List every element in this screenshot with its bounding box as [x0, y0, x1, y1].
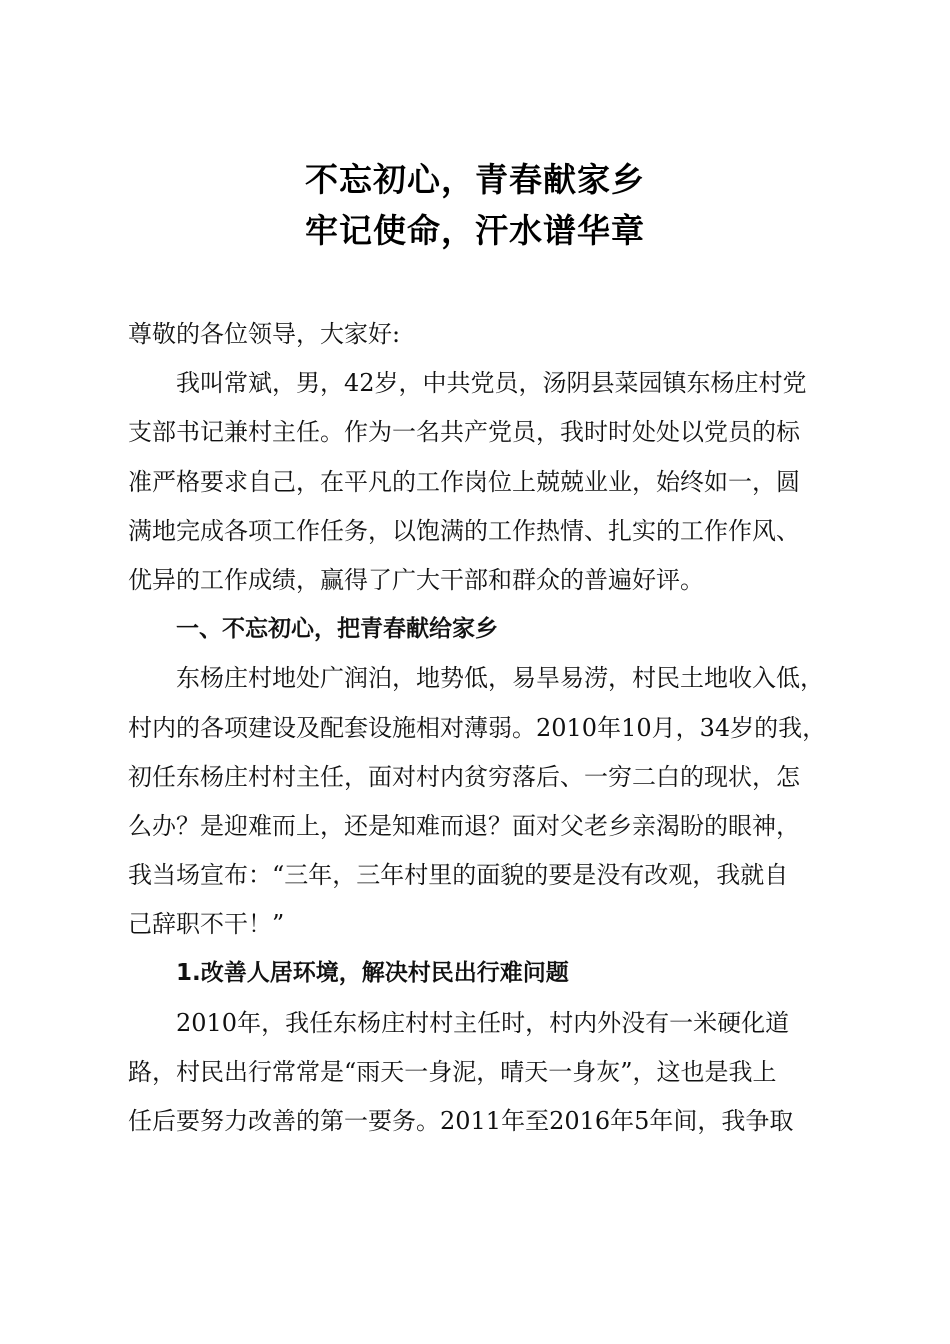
paragraph-line: 2010年，我任东杨庄村村主任时，村内外没有一米硬化道	[176, 1008, 790, 1037]
paragraph-line: 己辞职不干！”	[128, 910, 285, 939]
subsection-heading: 1.改善人居环境，解决村民出行难问题	[176, 960, 569, 987]
document-title-line-1: 不忘初心，青春献家乡	[305, 160, 645, 199]
document-title-line-2: 牢记使命，汗水谱华章	[305, 211, 645, 250]
paragraph-line: 东杨庄村地处广润泊，地势低，易旱易涝，村民土地收入低，	[176, 664, 824, 693]
paragraph-line: 准严格要求自己，在平凡的工作岗位上兢兢业业，始终如一，圆	[128, 467, 800, 496]
paragraph-line: 优异的工作成绩，赢得了广大干部和群众的普遍好评。	[128, 565, 704, 594]
paragraph-line: 支部书记兼村主任。作为一名共产党员，我时时处处以党员的标	[128, 418, 800, 447]
paragraph-line: 初任东杨庄村村主任，面对村内贫穷落后、一穷二白的现状，怎	[128, 762, 800, 791]
paragraph-line: 么办？是迎难而上，还是知难而退？面对父老乡亲渴盼的眼神，	[128, 811, 800, 840]
salutation: 尊敬的各位领导，大家好:	[128, 320, 401, 348]
paragraph-line: 满地完成各项工作任务，以饱满的工作热情、扎实的工作作风、	[128, 516, 800, 545]
section-heading: 一、不忘初心，把青春献给家乡	[176, 616, 498, 643]
paragraph-line: 我叫常斌，男，42岁，中共党员，汤阴县菜园镇东杨庄村党	[176, 369, 807, 398]
paragraph-line: 我当场宣布：“三年，三年村里的面貌的要是没有改观，我就自	[128, 861, 789, 890]
document-body	[128, 310, 828, 1146]
paragraph-line: 路，村民出行常常是“雨天一身泥，晴天一身灰”，这也是我上	[128, 1057, 777, 1086]
paragraph-line: 任后要努力改善的第一要务。2011年至2016年5年间，我争取	[128, 1107, 794, 1135]
paragraph-line: 村内的各项建设及配套设施相对薄弱。2010年10月，34岁的我，	[128, 713, 827, 742]
